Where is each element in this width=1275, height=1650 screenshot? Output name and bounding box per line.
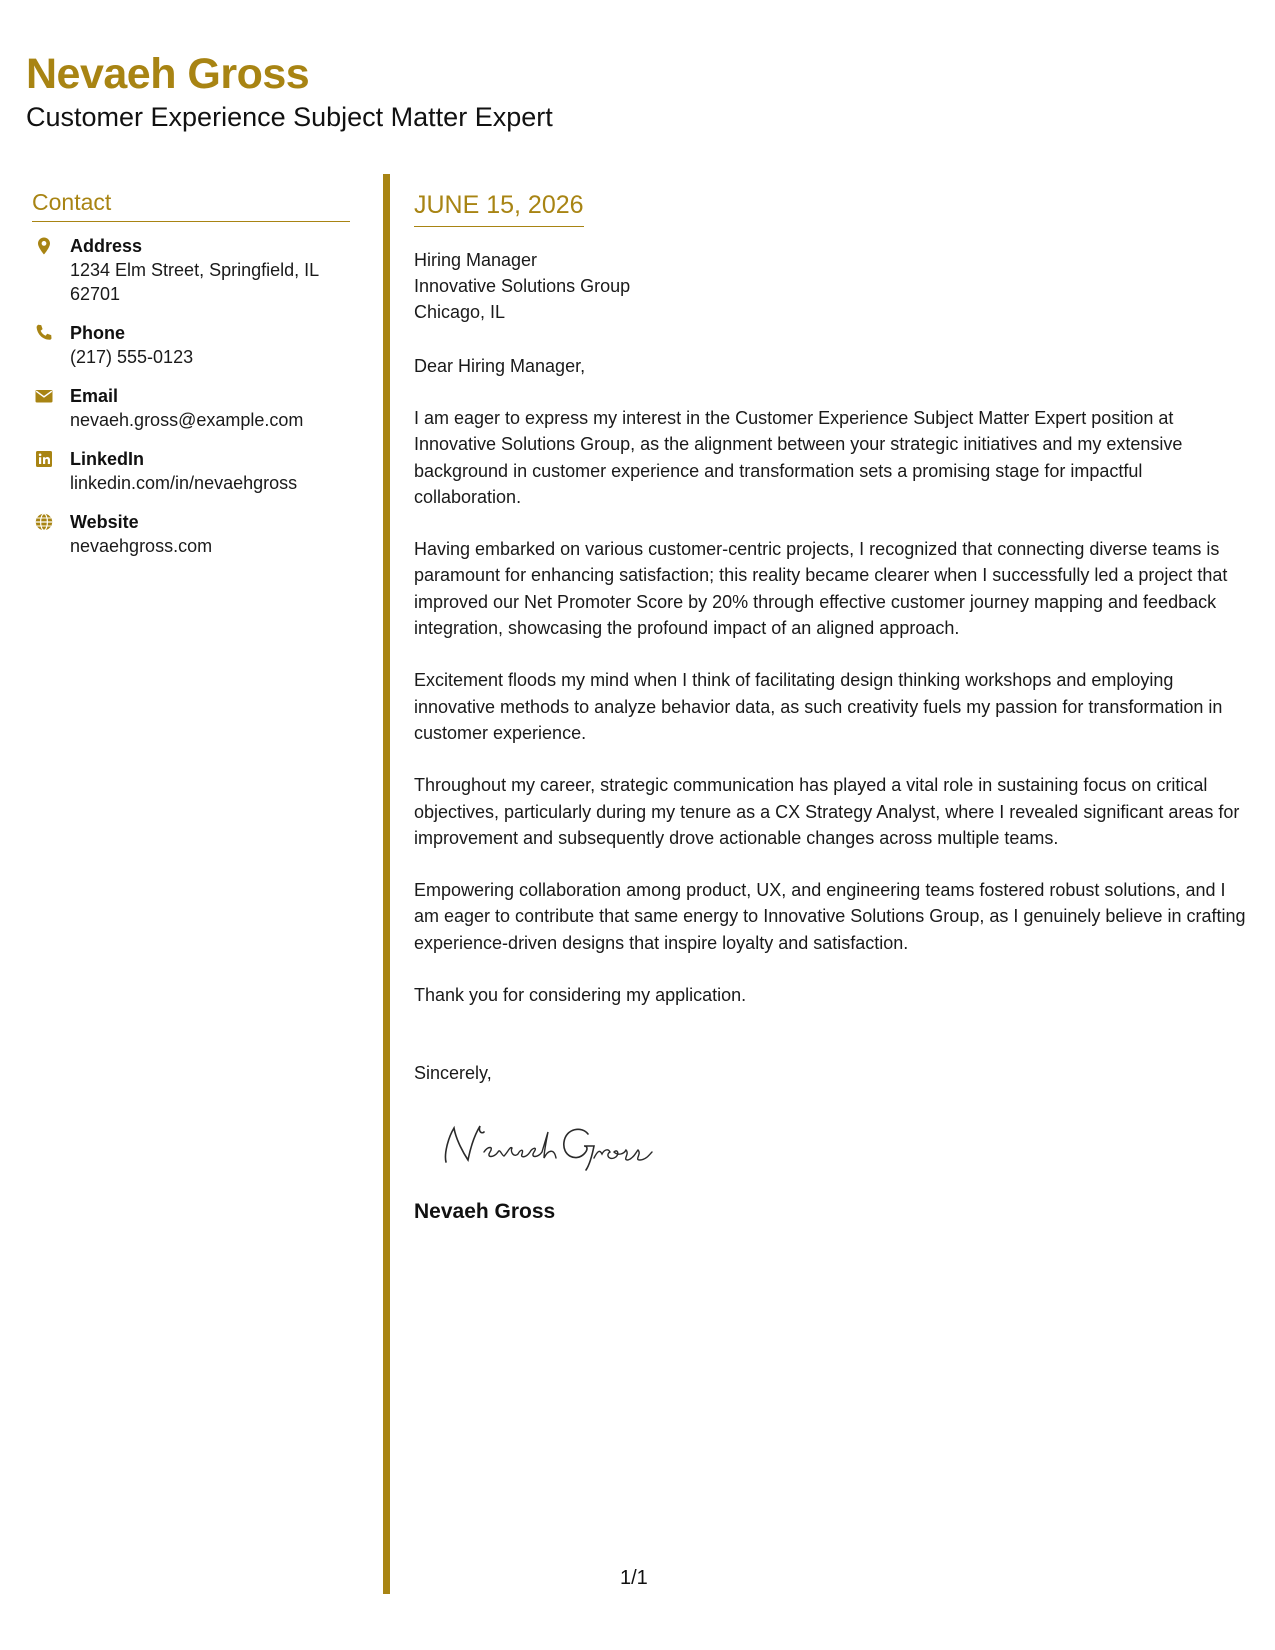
contact-label: LinkedIn [70,449,145,469]
letter-paragraph: Thank you for considering my application. [414,985,747,1006]
signature-drawing [438,1112,668,1176]
contact-value: 1234 Elm Street, Springfield, IL 62701 [70,260,319,304]
phone-icon [34,323,54,343]
contact-value: linkedin.com/in/nevaehgross [70,473,298,493]
linkedin-icon [34,449,54,469]
contact-label: Website [70,512,139,532]
contact-label: Email [70,386,119,406]
contact-website [32,510,350,558]
letter-paragraph: Having embarked on various customer-centric projects, I recognized that connecting diverse teams is paramount for enhancing satisfaction; this reality became clearer when I successfully led a project that improved our Net Promoter Score by 20% through effective customer journey mapping and feedback integration, showcasing the profound impact of an aligned approach. [414,539,1228,639]
recipient-line: Hiring Manager [414,250,538,270]
contact-value: nevaehgross.com [70,536,213,556]
contact-address [32,234,350,306]
contact-phone [32,321,350,369]
handwritten-signature [438,1112,1246,1176]
signer-name: Nevaeh Gross [414,1200,556,1224]
map-pin-icon [34,236,54,256]
globe-icon [34,512,54,532]
contact-sidebar [32,188,350,573]
envelope-icon [34,386,54,406]
page-number: 1/1 [620,1567,648,1589]
job-title: Customer Experience Subject Matter Expert [26,102,553,132]
salutation: Dear Hiring Manager, [414,356,586,376]
letter-paragraph: Excitement floods my mind when I think of facilitating design thinking workshops and employing innovative methods to analyze behavior data, as such creativity fuels my passion for transformation in customer experience. [414,670,1223,743]
letter-date: JUNE 15, 2026 [414,190,584,227]
contact-label: Address [70,236,143,256]
contact-value: nevaeh.gross@example.com [70,410,304,430]
contact-linkedin [32,447,350,495]
contact-label: Phone [70,323,126,343]
letter-paragraph: I am eager to express my interest in the Customer Experience Subject Matter Expert position at Innovative Solutions Group, as the alignment between your strategic initiatives and my extensive background in customer experience and transformation sets a promising stage for impactful collaboration. [414,408,1183,507]
letter-paragraph: Throughout my career, strategic communication has played a vital role in sustaining focus on critical objectives, particularly during my tenure as a CX Strategy Analyst, where I revealed significant areas for improvement and subsequently drove actionable changes across multiple teams. [414,775,1240,848]
applicant-name: Nevaeh Gross [26,50,310,98]
letter-body [414,190,1246,1226]
closing: Sincerely, [414,1063,492,1084]
contact-value: (217) 555-0123 [70,347,194,367]
recipient-line: Innovative Solutions Group [414,276,631,296]
contact-email [32,384,350,432]
vertical-divider [383,174,390,1594]
recipient-block [414,247,1246,325]
header [26,48,553,134]
contact-heading: Contact [32,188,350,222]
recipient-line: Chicago, IL [414,302,506,322]
letter-paragraph: Empowering collaboration among product, UX, and engineering teams fostered robust solutions, and I am eager to contribute that same energy to Innovative Solutions Group, as I genuinely believe in crafting experience-driven designs that inspire loyalty and satisfaction. [414,880,1246,953]
